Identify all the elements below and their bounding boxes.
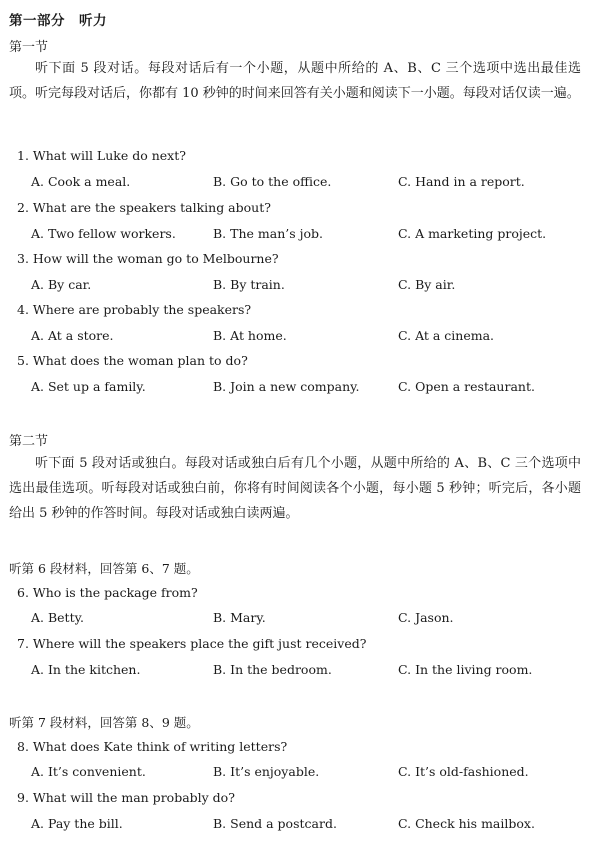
question-7: 7. Where will the speakers place the gift just received? bbox=[17, 636, 367, 651]
question-2: 2. What are the speakers talking about? bbox=[17, 200, 271, 215]
q3-option-a: A. By car. bbox=[31, 277, 92, 292]
q8-option-c: C. It’s old-fashioned. bbox=[398, 764, 529, 779]
q5-option-c: C. Open a restaurant. bbox=[398, 379, 535, 394]
question-9: 9. What will the man probably do? bbox=[17, 790, 235, 805]
question-3: 3. How will the woman go to Melbourne? bbox=[17, 251, 279, 266]
q9-option-c: C. Check his mailbox. bbox=[398, 816, 535, 831]
part-title: 第一部分 听力 bbox=[9, 13, 107, 29]
group-heading-6-7: 听第 6 段材料，回答第 6、7 题。 bbox=[9, 561, 199, 576]
q6-option-a: A. Betty. bbox=[31, 610, 84, 625]
question-4: 4. Where are probably the speakers? bbox=[17, 302, 252, 317]
q7-option-c: C. In the living room. bbox=[398, 662, 533, 677]
group-heading-8-9: 听第 7 段材料，回答第 8、9 题。 bbox=[9, 715, 199, 730]
q2-option-b: B. The man’s job. bbox=[213, 226, 323, 241]
q3-option-b: B. By train. bbox=[213, 277, 285, 292]
q7-option-a: A. In the kitchen. bbox=[31, 662, 141, 677]
q4-option-c: C. At a cinema. bbox=[398, 328, 495, 343]
q7-option-b: B. In the bedroom. bbox=[213, 662, 332, 677]
q2-option-c: C. A marketing project. bbox=[398, 226, 547, 241]
q6-option-b: B. Mary. bbox=[213, 610, 266, 625]
q8-option-b: B. It’s enjoyable. bbox=[213, 764, 320, 779]
q5-option-a: A. Set up a family. bbox=[31, 379, 146, 394]
q2-option-a: A. Two fellow workers. bbox=[31, 226, 176, 241]
q1-option-b: B. Go to the office. bbox=[213, 174, 332, 189]
q1-option-a: A. Cook a meal. bbox=[31, 174, 131, 189]
question-8: 8. What does Kate think of writing letters? bbox=[17, 739, 288, 754]
q3-option-c: C. By air. bbox=[398, 277, 456, 292]
section-2-instructions bbox=[9, 451, 581, 526]
section-1-title: 第一节 bbox=[9, 40, 49, 55]
section-1-instruction-text: 听下面 5 段对话。每段对话后有一个小题，从题中所给的 A、B、C 三个选项中选出最佳选项。听完每段对话后，你都有 10 秒钟的时间来回答有关小题和阅读下一小题。每段对话仅读一遍。 bbox=[9, 61, 581, 101]
q4-option-b: B. At home. bbox=[213, 328, 287, 343]
q1-option-c: C. Hand in a report. bbox=[398, 174, 525, 189]
q5-option-b: B. Join a new company. bbox=[213, 379, 360, 394]
q4-option-a: A. At a store. bbox=[31, 328, 114, 343]
question-1: 1. What will Luke do next? bbox=[17, 148, 186, 163]
q6-option-c: C. Jason. bbox=[398, 610, 454, 625]
question-6: 6. Who is the package from? bbox=[17, 585, 198, 600]
question-5: 5. What does the woman plan to do? bbox=[17, 353, 248, 368]
section-1-instructions bbox=[9, 56, 581, 106]
q9-option-b: B. Send a postcard. bbox=[213, 816, 337, 831]
section-2-title: 第二节 bbox=[9, 434, 49, 449]
q8-option-a: A. It’s convenient. bbox=[31, 764, 146, 779]
q9-option-a: A. Pay the bill. bbox=[31, 816, 123, 831]
section-2-instruction-text: 听下面 5 段对话或独白。每段对话或独白后有几个小题，从题中所给的 A、B、C 三个选项中选出最佳选项。听每段对话或独白前，你将有时间阅读各个小题，每小题 5 秒钟；听完后，各小题给出 5 秒钟的作答时间。每段对话或独白读两遍。 bbox=[9, 456, 581, 521]
